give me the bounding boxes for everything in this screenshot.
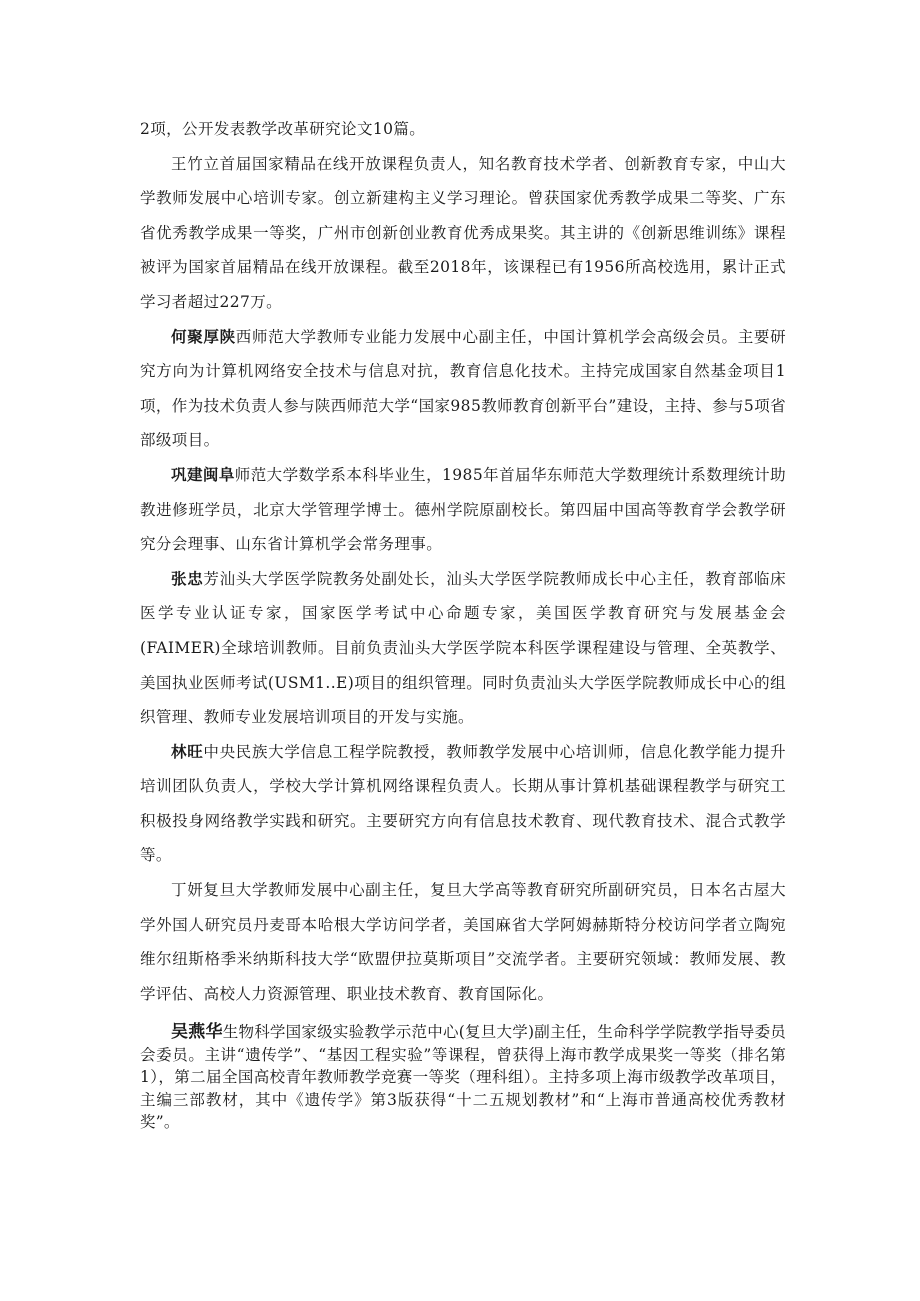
person-name: 林旺 xyxy=(171,741,204,761)
paragraph-text: 西师范大学教师专业能力发展中心副主任，中国计算机学会高级会员。主要研究方向为计算机网络安全技术与信息对抗，教育信息化技术。主持完成国家自然基金项目1项，作为技术负责人参与陕西师范大学“国家985教师教育创新平台”建设，主持、参与5项省部级项目。 xyxy=(140,327,786,450)
paragraph-text: 2项，公开发表教学改革研究论文10篇。 xyxy=(140,120,426,138)
person-name: 何聚厚陕 xyxy=(171,326,236,346)
paragraph-text: 芳汕头大学医学院教务处副处长，汕头大学医学院教师成长中心主任，教育部临床医学专业认证专家，国家医学考试中心命题专家，美国医学教育研究与发展基金会(FAIMER)全球培训教师。目前负责汕头大学医学院本科医学课程建设与管理、全英教学、美国执业医师考试(USM1..E)项目的组织管理。同时负责汕头大学医学院教师成长中心的组织管理、教师专业发展培训项目的开发与实施。 xyxy=(140,569,786,727)
paragraph-text: 王竹立首届国家精品在线开放课程负责人，知名教育技术学者、创新教育专家，中山大学教师发展中心培训专家。创立新建构主义学习理论。曾获国家优秀教学成果二等奖、广东省优秀教学成果一等奖，广州市创新创业教育优秀成果奖。其主讲的《创新思维训练》课程被评为国家首届精品在线开放课程。截至2018年，该课程已有1956所高校选用，累计正式学习者超过227万。 xyxy=(140,154,786,311)
paragraph xyxy=(140,112,786,147)
person-name: 张忠 xyxy=(171,568,204,588)
paragraph-wang-zhuli xyxy=(140,147,786,320)
paragraph-text: 生物科学国家级实验教学示范中心(复旦大学)副主任，生命科学学院教学指导委员会委员。主讲“遗传学”、“基因工程实验”等课程，曾获得上海市教学成果奖一等奖（排名第1），第二届全国高校青年教师教学竞赛一等奖（理科组）。主持多项上海市级教学改革项目，主编三部教材，其中《遗传学》第3版获得“十二五规划教材”和“上海市普通高校优秀教材奖”。 xyxy=(140,1023,786,1132)
paragraph-text: 中央民族大学信息工程学院教授，教师教学发展中心培训师，信息化教学能力提升培训团队负责人，学校大学计算机网络课程负责人。长期从事计算机基础课程教学与研究工积极投身网络教学实践和研究。主要研究方向有信息技术教育、现代教育技术、混合式教学等。 xyxy=(140,742,786,865)
paragraph-text: 丁妍复旦大学教师发展中心副主任，复旦大学高等教育研究所副研究员，日本名古屋大学外国人研究员丹麦哥本哈根大学访问学者，美国麻省大学阿姆赫斯特分校访问学者立陶宛维尔纽斯格季米纳斯科技大学“欧盟伊拉莫斯项目”交流学者。主要研究领域：教师发展、教学评估、高校人力资源管理、职业技术教育、教育国际化。 xyxy=(140,881,786,1003)
paragraph-text: 师范大学数学系本科毕业生，1985年首届华东师范大学数理统计系数理统计助教进修班学员，北京大学管理学博士。德州学院原副校长。第四届中国高等教育学会教学研究分会理事、山东省计算机学会常务理事。 xyxy=(140,465,786,554)
paragraph-gong-jianmin xyxy=(140,458,786,562)
person-name: 巩建闽阜 xyxy=(171,464,235,484)
paragraph-wu-yanhua xyxy=(140,1021,786,1134)
paragraph-he-juhou xyxy=(140,320,786,458)
paragraph-ding-yan xyxy=(140,873,786,1011)
document-body xyxy=(140,112,786,1134)
paragraph-lin-wang xyxy=(140,735,786,873)
paragraph-zhang-zhongfang xyxy=(140,562,786,735)
person-name: 吴燕华 xyxy=(171,1022,223,1043)
